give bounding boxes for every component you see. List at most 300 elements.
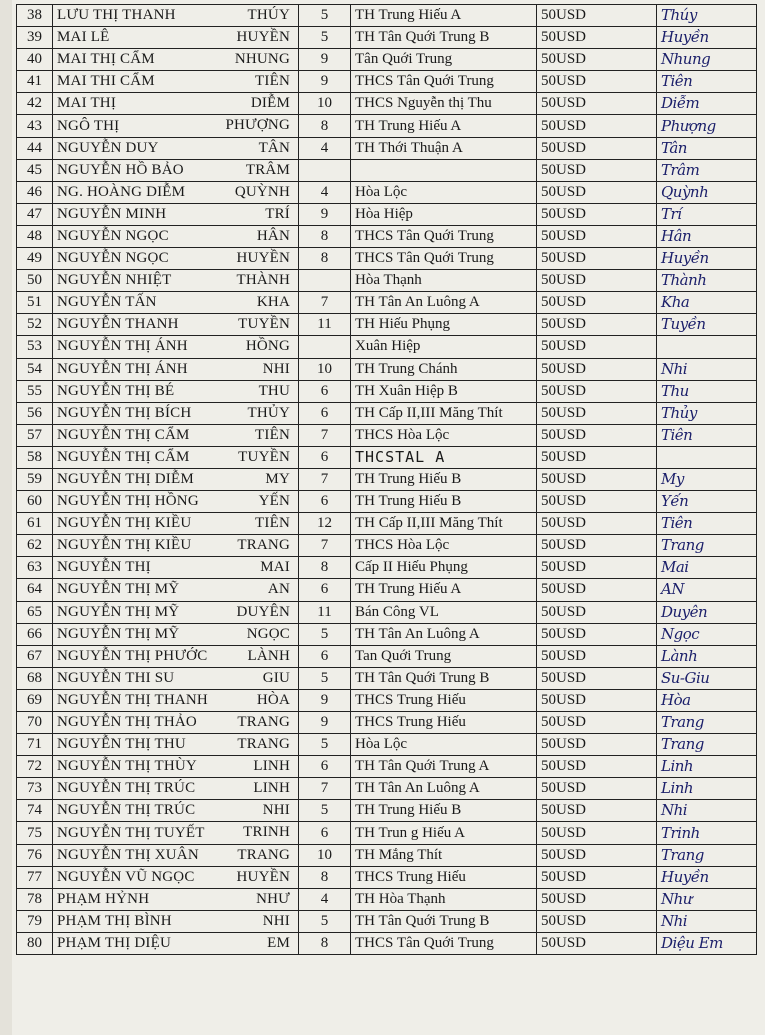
scholarship-amount: 50USD <box>537 756 657 778</box>
grade-level: 8 <box>299 115 351 137</box>
school-name: THCS Trung Hiếu <box>351 866 537 888</box>
grade-level: 11 <box>299 314 351 336</box>
given-name: THỦY <box>247 404 290 421</box>
signature: Hân <box>657 225 757 247</box>
school-name: TH Xuân Hiệp B <box>351 380 537 402</box>
grade-level: 5 <box>299 910 351 932</box>
grade-level: 10 <box>299 93 351 115</box>
table-row <box>17 225 757 247</box>
row-number: 63 <box>17 557 53 579</box>
signature: Mai <box>657 557 757 579</box>
table-row <box>17 424 757 446</box>
scholarship-amount: 50USD <box>537 402 657 424</box>
school-name: TH Hiếu Phụng <box>351 314 537 336</box>
grade-level: 8 <box>299 557 351 579</box>
family-name: NG. HOÀNG DIỄM <box>57 183 186 200</box>
given-name: NHƯ <box>256 890 290 907</box>
family-name: NGUYỄN THỊ ÁNH <box>57 360 188 377</box>
scholarship-amount: 50USD <box>537 358 657 380</box>
school-name: THCSTAL A <box>351 446 537 468</box>
row-number: 55 <box>17 380 53 402</box>
grade-level <box>299 336 351 358</box>
grade-level: 6 <box>299 756 351 778</box>
signature: Trang <box>657 734 757 756</box>
signature: Nhi <box>657 800 757 822</box>
signature: Su-Giu <box>657 667 757 689</box>
student-name <box>53 513 299 535</box>
scholarship-amount: 50USD <box>537 689 657 711</box>
given-name: HỒNG <box>245 338 290 355</box>
table-row <box>17 248 757 270</box>
row-number: 62 <box>17 535 53 557</box>
school-name: TH Trung Chánh <box>351 358 537 380</box>
student-name <box>53 844 299 866</box>
school-name: THCS Nguyễn thị Thu <box>351 93 537 115</box>
table-row <box>17 159 757 181</box>
table-row <box>17 932 757 954</box>
scholarship-amount: 50USD <box>537 513 657 535</box>
family-name: NGUYỄN THỊ KIỀU <box>57 537 192 554</box>
signature: Nhung <box>657 49 757 71</box>
given-name: TIÊN <box>255 73 290 90</box>
grade-level: 7 <box>299 778 351 800</box>
signature: Thành <box>657 270 757 292</box>
row-number: 40 <box>17 49 53 71</box>
given-name: TUYỀN <box>238 316 290 333</box>
family-name: NGUYỄN THỊ TUYẾT <box>57 824 205 841</box>
school-name: Tân Quới Trung <box>351 49 537 71</box>
table-row <box>17 203 757 225</box>
school-name: TH Cấp II,III Măng Thít <box>351 402 537 424</box>
family-name: MAI THỊ CẨM <box>57 51 155 68</box>
page-margin <box>0 0 12 1035</box>
student-name <box>53 645 299 667</box>
table-row <box>17 181 757 203</box>
row-number: 42 <box>17 93 53 115</box>
student-name <box>53 358 299 380</box>
school-name: Hòa Lộc <box>351 734 537 756</box>
student-name <box>53 888 299 910</box>
table-row <box>17 468 757 490</box>
student-name <box>53 27 299 49</box>
family-name: NGUYỄN THỊ MỸ <box>57 581 180 598</box>
row-number: 52 <box>17 314 53 336</box>
school-name: THCS Tân Quới Trung <box>351 225 537 247</box>
signature: Diễm <box>657 93 757 115</box>
table-row <box>17 623 757 645</box>
school-name: TH Trung Hiếu B <box>351 468 537 490</box>
row-number: 77 <box>17 866 53 888</box>
student-name <box>53 181 299 203</box>
grade-level: 10 <box>299 358 351 380</box>
row-number: 58 <box>17 446 53 468</box>
signature: Huyền <box>657 248 757 270</box>
family-name: NGUYỄN THỊ THẢO <box>57 714 197 731</box>
family-name: MAI LÊ <box>57 29 110 46</box>
scholarship-amount: 50USD <box>537 380 657 402</box>
given-name: LINH <box>253 780 290 797</box>
school-name: TH Tân Quới Trung A <box>351 756 537 778</box>
student-name <box>53 800 299 822</box>
scholarship-amount: 50USD <box>537 579 657 601</box>
student-name <box>53 115 299 137</box>
student-name <box>53 137 299 159</box>
family-name: NGUYỄN THANH <box>57 316 179 333</box>
given-name: THÚY <box>247 7 290 23</box>
signature: Nhi <box>657 910 757 932</box>
grade-level: 5 <box>299 5 351 27</box>
school-name: THCS Hòa Lộc <box>351 424 537 446</box>
table-row <box>17 844 757 866</box>
table-row <box>17 49 757 71</box>
family-name: NGUYỄN TẤN <box>57 294 157 311</box>
school-name: THCS Hòa Lộc <box>351 535 537 557</box>
row-number: 54 <box>17 358 53 380</box>
row-number: 79 <box>17 910 53 932</box>
row-number: 75 <box>17 822 53 844</box>
family-name: NGÔ THỊ <box>57 117 120 134</box>
given-name: EM <box>267 934 290 951</box>
student-name <box>53 910 299 932</box>
signature: Trang <box>657 535 757 557</box>
grade-level: 8 <box>299 932 351 954</box>
signature: Trí <box>657 203 757 225</box>
student-name <box>53 866 299 888</box>
given-name: HUYỀN <box>236 868 290 885</box>
row-number: 44 <box>17 137 53 159</box>
recipient-table-body <box>17 5 757 955</box>
student-name <box>53 601 299 623</box>
signature: Thúy <box>657 5 757 27</box>
row-number: 43 <box>17 115 53 137</box>
scholarship-amount: 50USD <box>537 623 657 645</box>
signature: Hòa <box>657 689 757 711</box>
grade-level: 10 <box>299 844 351 866</box>
grade-level: 8 <box>299 866 351 888</box>
row-number: 70 <box>17 712 53 734</box>
family-name: NGUYỄN THỊ BÉ <box>57 382 175 399</box>
grade-level: 9 <box>299 689 351 711</box>
scholarship-amount: 50USD <box>537 601 657 623</box>
school-name <box>351 159 537 181</box>
family-name: NGUYỄN THỊ PHƯỚC <box>57 647 208 664</box>
table-row <box>17 910 757 932</box>
family-name: NGUYỄN THỊ THANH <box>57 691 208 708</box>
table-row <box>17 446 757 468</box>
school-name: TH Trung Hiếu B <box>351 800 537 822</box>
signature: Quỳnh <box>657 181 757 203</box>
table-row <box>17 137 757 159</box>
given-name: TRANG <box>237 846 290 863</box>
row-number: 76 <box>17 844 53 866</box>
family-name: NGUYỄN THỊ CẨM <box>57 426 190 443</box>
given-name: TRANG <box>237 537 290 554</box>
row-number: 51 <box>17 292 53 314</box>
family-name: NGUYỄN THỊ <box>57 559 151 576</box>
school-name: Tan Quới Trung <box>351 645 537 667</box>
scholarship-amount: 50USD <box>537 557 657 579</box>
grade-level: 12 <box>299 513 351 535</box>
grade-level: 8 <box>299 225 351 247</box>
school-name: Hòa Thạnh <box>351 270 537 292</box>
signature: Kha <box>657 292 757 314</box>
scholarship-amount: 50USD <box>537 712 657 734</box>
school-name: Bán Công VL <box>351 601 537 623</box>
student-name <box>53 468 299 490</box>
signature: Diệu Em <box>657 932 757 954</box>
signature: Tiên <box>657 71 757 93</box>
grade-level: 7 <box>299 424 351 446</box>
student-name <box>53 159 299 181</box>
signature <box>657 336 757 358</box>
family-name: NGUYỄN THỊ ÁNH <box>57 338 188 355</box>
table-row <box>17 822 757 844</box>
school-name: Xuân Hiệp <box>351 336 537 358</box>
student-name <box>53 557 299 579</box>
table-row <box>17 27 757 49</box>
student-name <box>53 424 299 446</box>
family-name: NGUYỄN THỊ BÍCH <box>57 404 192 421</box>
school-name: TH Tân An Luông A <box>351 292 537 314</box>
given-name: TÂN <box>258 139 290 156</box>
grade-level: 7 <box>299 292 351 314</box>
school-name: Hòa Hiệp <box>351 203 537 225</box>
scholarship-amount: 50USD <box>537 181 657 203</box>
grade-level: 5 <box>299 27 351 49</box>
grade-level: 6 <box>299 380 351 402</box>
scholarship-amount: 50USD <box>537 203 657 225</box>
grade-level: 6 <box>299 645 351 667</box>
student-name <box>53 203 299 225</box>
family-name: MAI THI CẨM <box>57 73 155 90</box>
row-number: 66 <box>17 623 53 645</box>
school-name: Cấp II Hiếu Phụng <box>351 557 537 579</box>
scholarship-amount: 50USD <box>537 225 657 247</box>
family-name: NGUYỄN THỊ HỒNG <box>57 493 199 510</box>
grade-level: 6 <box>299 491 351 513</box>
row-number: 48 <box>17 225 53 247</box>
scholarship-amount: 50USD <box>537 667 657 689</box>
row-number: 49 <box>17 248 53 270</box>
scholarship-amount: 50USD <box>537 93 657 115</box>
scholarship-amount: 50USD <box>537 159 657 181</box>
table-row <box>17 336 757 358</box>
student-name <box>53 822 299 844</box>
table-row <box>17 314 757 336</box>
scholarship-amount: 50USD <box>537 446 657 468</box>
given-name: YẾN <box>258 493 290 510</box>
signature: AN <box>657 579 757 601</box>
signature: Linh <box>657 756 757 778</box>
table-row <box>17 888 757 910</box>
row-number: 69 <box>17 689 53 711</box>
student-name <box>53 93 299 115</box>
family-name: MAI THỊ <box>57 95 117 112</box>
signature: Phượng <box>657 115 757 137</box>
school-name: TH Hòa Thạnh <box>351 888 537 910</box>
table-row <box>17 535 757 557</box>
scholarship-amount: 50USD <box>537 535 657 557</box>
row-number: 57 <box>17 424 53 446</box>
student-name <box>53 314 299 336</box>
scholarship-amount: 50USD <box>537 800 657 822</box>
given-name: HÒA <box>256 691 290 708</box>
grade-level <box>299 270 351 292</box>
given-name: MY <box>265 470 290 487</box>
family-name: NGUYỄN NGỌC <box>57 227 169 244</box>
given-name: NHI <box>262 802 290 819</box>
school-name: THCS Tân Quới Trung <box>351 71 537 93</box>
given-name: GIU <box>262 669 290 686</box>
signature: Duyên <box>657 601 757 623</box>
signature: Huyền <box>657 866 757 888</box>
family-name: NGUYỄN THỊ TRÚC <box>57 780 196 797</box>
student-name <box>53 49 299 71</box>
table-row <box>17 5 757 27</box>
given-name: TUYỀN <box>238 448 290 465</box>
table-row <box>17 579 757 601</box>
given-name: LINH <box>253 758 290 775</box>
row-number: 41 <box>17 71 53 93</box>
table-row <box>17 115 757 137</box>
grade-level: 7 <box>299 535 351 557</box>
table-row <box>17 513 757 535</box>
student-name <box>53 5 299 27</box>
signature: Thu <box>657 380 757 402</box>
signature: Trang <box>657 844 757 866</box>
student-name <box>53 270 299 292</box>
scholarship-amount: 50USD <box>537 137 657 159</box>
row-number: 68 <box>17 667 53 689</box>
table-row <box>17 866 757 888</box>
given-name: TRÂM <box>245 161 290 178</box>
scholarship-amount: 50USD <box>537 734 657 756</box>
table-row <box>17 800 757 822</box>
given-name: NGỌC <box>246 625 290 642</box>
row-number: 59 <box>17 468 53 490</box>
row-number: 61 <box>17 513 53 535</box>
school-name: THCS Tân Quới Trung <box>351 248 537 270</box>
school-name: TH Tân Quới Trung B <box>351 910 537 932</box>
scholarship-amount: 50USD <box>537 424 657 446</box>
school-name: TH Tân Quới Trung B <box>351 27 537 49</box>
student-name <box>53 932 299 954</box>
row-number: 73 <box>17 778 53 800</box>
table-row <box>17 667 757 689</box>
grade-level: 5 <box>299 800 351 822</box>
student-name <box>53 491 299 513</box>
scholarship-amount: 50USD <box>537 822 657 844</box>
student-name <box>53 71 299 93</box>
row-number: 56 <box>17 402 53 424</box>
school-name: TH Trun g Hiếu A <box>351 822 537 844</box>
student-name <box>53 402 299 424</box>
scholarship-amount: 50USD <box>537 270 657 292</box>
scholarship-amount: 50USD <box>537 5 657 27</box>
student-name <box>53 712 299 734</box>
table-row <box>17 358 757 380</box>
school-name: TH Thới Thuận A <box>351 137 537 159</box>
family-name: NGUYỄN HỒ BẢO <box>57 161 184 178</box>
family-name: NGUYỄN NGỌC <box>57 250 169 267</box>
table-row <box>17 689 757 711</box>
scholarship-amount: 50USD <box>537 778 657 800</box>
scholarship-amount: 50USD <box>537 115 657 137</box>
student-name <box>53 380 299 402</box>
signature: Tiên <box>657 513 757 535</box>
grade-level: 11 <box>299 601 351 623</box>
scholarship-amount: 50USD <box>537 49 657 71</box>
student-name <box>53 667 299 689</box>
signature: Thủy <box>657 402 757 424</box>
school-name: THCS Trung Hiếu <box>351 712 537 734</box>
signature: Linh <box>657 778 757 800</box>
table-row <box>17 734 757 756</box>
table-row <box>17 292 757 314</box>
given-name: HUYỀN <box>236 250 290 267</box>
signature: Tân <box>657 137 757 159</box>
table-row <box>17 756 757 778</box>
given-name: TRÍ <box>265 205 290 222</box>
grade-level: 6 <box>299 822 351 844</box>
family-name: NGUYỄN THI SU <box>57 669 175 686</box>
school-name: THCS Tân Quới Trung <box>351 932 537 954</box>
row-number: 74 <box>17 800 53 822</box>
row-number: 39 <box>17 27 53 49</box>
grade-level: 6 <box>299 579 351 601</box>
scholarship-amount: 50USD <box>537 888 657 910</box>
scholarship-amount: 50USD <box>537 292 657 314</box>
student-name <box>53 778 299 800</box>
grade-level: 4 <box>299 181 351 203</box>
given-name: TIÊN <box>255 515 290 532</box>
student-name <box>53 734 299 756</box>
table-row <box>17 71 757 93</box>
grade-level: 6 <box>299 446 351 468</box>
table-row <box>17 491 757 513</box>
row-number: 38 <box>17 5 53 27</box>
table-row <box>17 557 757 579</box>
signature: Tuyền <box>657 314 757 336</box>
family-name: PHẠM THỊ DIỆU <box>57 934 171 951</box>
table-row <box>17 93 757 115</box>
family-name: NGUYỄN THỊ DIỄM <box>57 471 194 488</box>
family-name: NGUYỄN THỊ MỸ <box>57 603 180 620</box>
scholarship-amount: 50USD <box>537 27 657 49</box>
row-number: 50 <box>17 270 53 292</box>
school-name: TH Mắng Thít <box>351 844 537 866</box>
given-name: TRINH <box>243 824 290 841</box>
signature: Trinh <box>657 822 757 844</box>
school-name: TH Trung Hiếu B <box>351 491 537 513</box>
given-name: NHI <box>262 360 290 377</box>
family-name: NGUYỄN MINH <box>57 205 167 222</box>
row-number: 64 <box>17 579 53 601</box>
signature: Trâm <box>657 159 757 181</box>
grade-level: 5 <box>299 734 351 756</box>
given-name: QUỲNH <box>234 183 290 200</box>
student-name <box>53 336 299 358</box>
row-number: 60 <box>17 491 53 513</box>
family-name: NGUYỄN THỊ MỸ <box>57 625 180 642</box>
row-number: 80 <box>17 932 53 954</box>
given-name: LÀNH <box>247 647 290 664</box>
school-name: TH Trung Hiếu A <box>351 579 537 601</box>
table-row <box>17 645 757 667</box>
student-name <box>53 225 299 247</box>
student-name <box>53 248 299 270</box>
given-name: TIÊN <box>255 426 290 443</box>
